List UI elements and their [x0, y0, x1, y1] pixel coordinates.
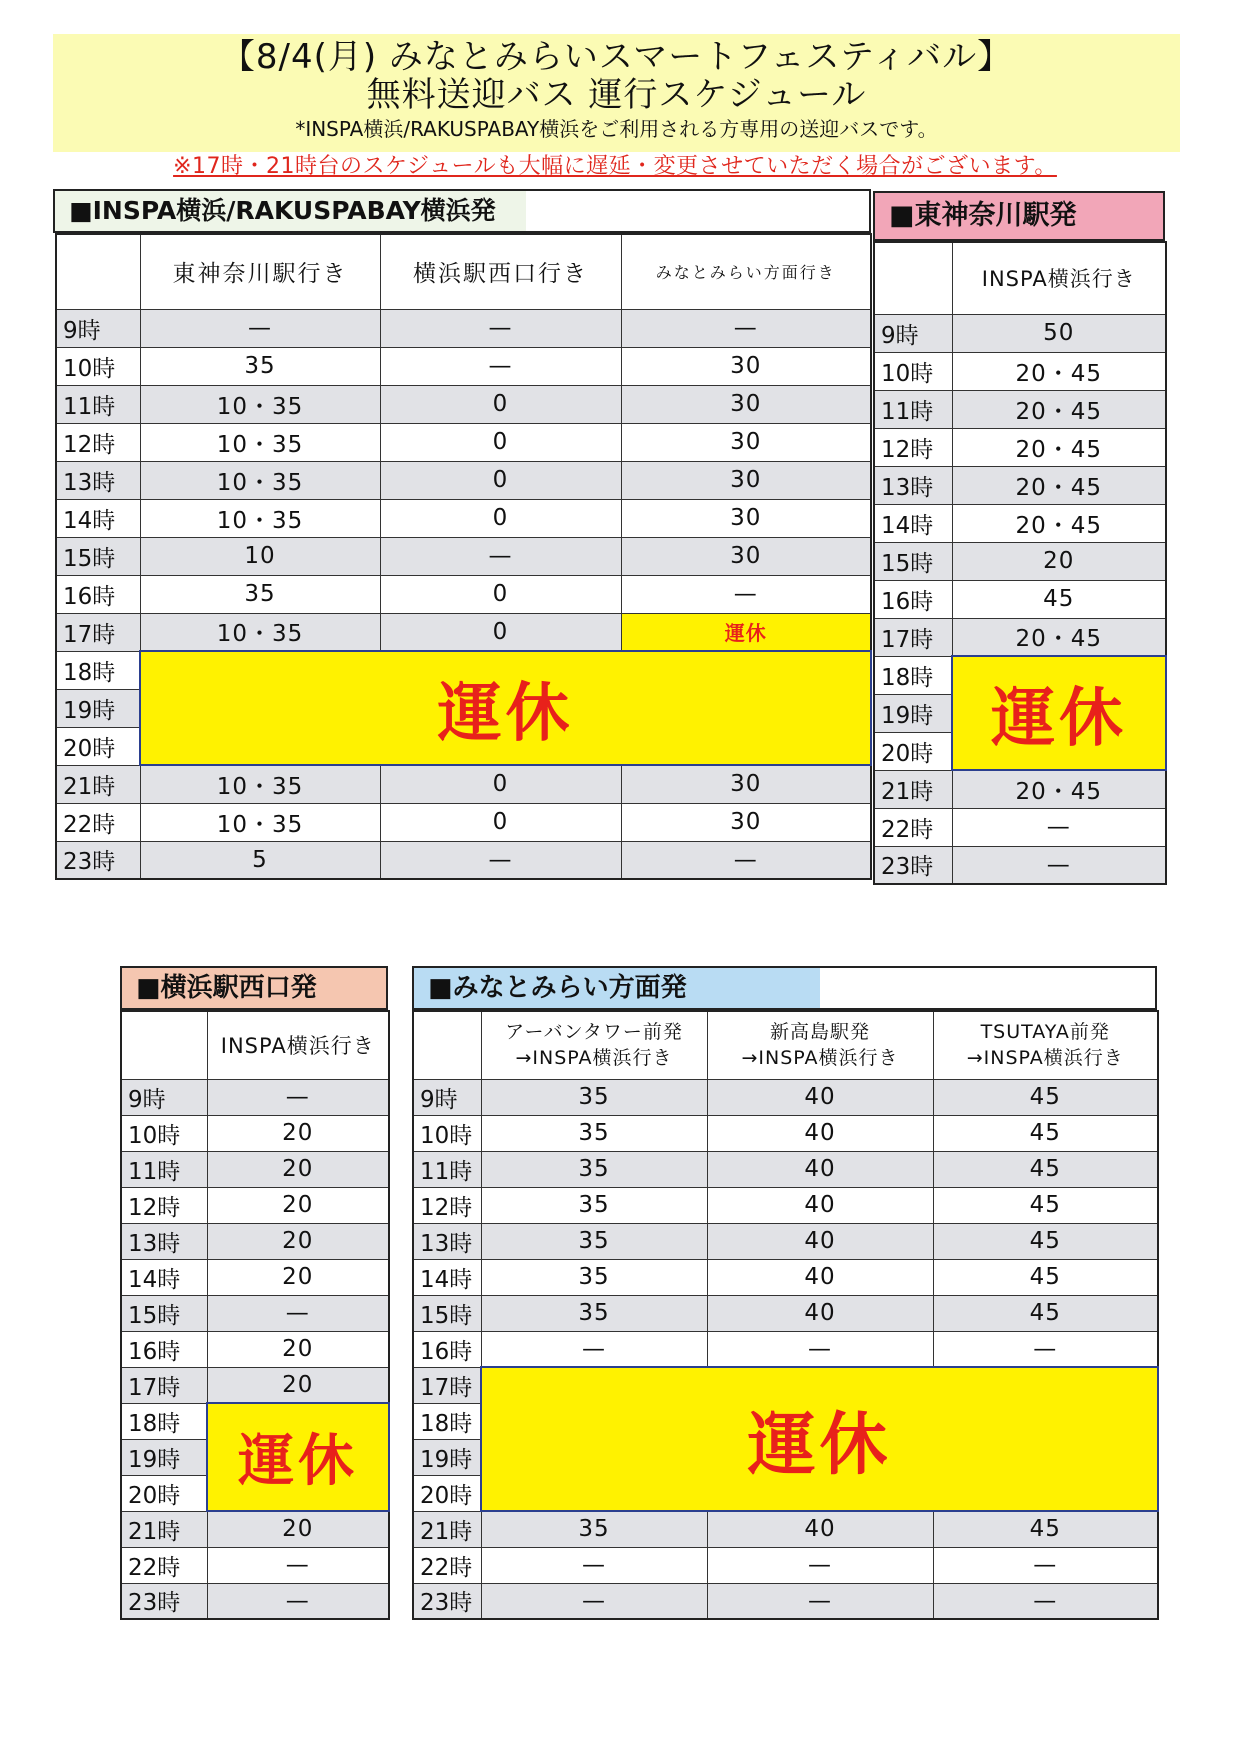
hour-label: 23時 — [874, 846, 952, 884]
table-row — [121, 1547, 389, 1583]
schedule-cell: 50 — [952, 314, 1166, 352]
hour-label: 21時 — [413, 1511, 481, 1547]
table-row — [874, 314, 1166, 352]
hour-label: 18時 — [874, 656, 952, 694]
hour-label: 12時 — [874, 428, 952, 466]
hour-header-blank — [56, 234, 140, 309]
table-row — [121, 1295, 389, 1331]
schedule-cell: 30 — [621, 385, 871, 423]
hour-label: 22時 — [413, 1547, 481, 1583]
schedule-cell: — — [481, 1583, 707, 1619]
schedule-cell: 10・35 — [140, 385, 380, 423]
schedule-cell: 35 — [481, 1295, 707, 1331]
table-row — [874, 466, 1166, 504]
hour-label: 20時 — [56, 727, 140, 765]
schedule-cell: 40 — [707, 1151, 933, 1187]
table-row — [56, 499, 871, 537]
hour-label: 21時 — [56, 765, 140, 803]
schedule-cell: 35 — [481, 1079, 707, 1115]
schedule-cell: — — [207, 1079, 389, 1115]
delay-warning: ※17時・21時台のスケジュールも大幅に遅延・変更させていただく場合がございます。 — [173, 154, 1057, 179]
hour-label: 12時 — [56, 423, 140, 461]
minato-timetable — [412, 1010, 1159, 1620]
schedule-cell: 20 — [207, 1511, 389, 1547]
table-row — [413, 1151, 1158, 1187]
hour-label: 14時 — [121, 1259, 207, 1295]
schedule-cell: 20 — [207, 1259, 389, 1295]
schedule-cell: 40 — [707, 1187, 933, 1223]
table-row — [874, 542, 1166, 580]
schedule-cell: 30 — [621, 765, 871, 803]
schedule-cell: 30 — [621, 347, 871, 385]
schedule-cell: — — [933, 1331, 1158, 1367]
table-row — [413, 1295, 1158, 1331]
schedule-cell: 20・45 — [952, 618, 1166, 656]
hour-label: 18時 — [121, 1403, 207, 1439]
inspa-timetable — [55, 233, 872, 880]
table-row — [56, 309, 871, 347]
hour-label: 22時 — [121, 1547, 207, 1583]
schedule-cell: 45 — [933, 1511, 1158, 1547]
schedule-cell: 20 — [207, 1187, 389, 1223]
page-title: 【8/4(月) みなとみらいスマートフェスティバル】 — [220, 37, 1013, 77]
table-row — [121, 1367, 389, 1403]
hour-label: 17時 — [413, 1367, 481, 1403]
inspa-title-blank — [526, 189, 871, 233]
schedule-cell: 0 — [380, 575, 621, 613]
yokohama-section-title: ■横浜駅西口発 — [120, 966, 388, 1010]
hour-label: 13時 — [413, 1223, 481, 1259]
schedule-cell: 0 — [380, 613, 621, 651]
table-row — [121, 1511, 389, 1547]
schedule-cell: 40 — [707, 1259, 933, 1295]
hour-header-blank — [121, 1011, 207, 1079]
hour-label: 20時 — [413, 1475, 481, 1511]
hour-label: 15時 — [56, 537, 140, 575]
table-row — [874, 808, 1166, 846]
schedule-cell: 20・45 — [952, 352, 1166, 390]
table-row — [413, 1547, 1158, 1583]
hour-label: 23時 — [121, 1583, 207, 1619]
schedule-cell: 35 — [481, 1187, 707, 1223]
hour-label: 9時 — [874, 314, 952, 352]
hour-label: 9時 — [56, 309, 140, 347]
schedule-cell: 20・45 — [952, 466, 1166, 504]
table-row — [56, 841, 871, 879]
schedule-cell: 30 — [621, 803, 871, 841]
hour-label: 16時 — [121, 1331, 207, 1367]
hour-label: 12時 — [413, 1187, 481, 1223]
schedule-cell: 20・45 — [952, 770, 1166, 808]
schedule-cell: — — [952, 808, 1166, 846]
schedule-cell: 40 — [707, 1295, 933, 1331]
schedule-cell: 45 — [933, 1115, 1158, 1151]
schedule-cell: 10・35 — [140, 803, 380, 841]
suspended-block: 運休 — [952, 656, 1166, 770]
table-row — [121, 1331, 389, 1367]
table-row — [121, 1259, 389, 1295]
schedule-cell: 40 — [707, 1079, 933, 1115]
hour-label: 23時 — [413, 1583, 481, 1619]
hour-label: 21時 — [874, 770, 952, 808]
schedule-cell: — — [207, 1295, 389, 1331]
hour-label: 12時 — [121, 1187, 207, 1223]
schedule-cell: 20 — [207, 1367, 389, 1403]
table-row — [413, 1079, 1158, 1115]
hour-label: 11時 — [121, 1151, 207, 1187]
hour-label: 18時 — [56, 651, 140, 689]
schedule-cell: 45 — [933, 1259, 1158, 1295]
schedule-cell: 20・45 — [952, 390, 1166, 428]
table-row — [874, 618, 1166, 656]
schedule-cell: — — [933, 1547, 1158, 1583]
schedule-cell: 45 — [933, 1187, 1158, 1223]
schedule-cell: — — [207, 1547, 389, 1583]
schedule-cell: 40 — [707, 1511, 933, 1547]
schedule-cell: — — [380, 309, 621, 347]
schedule-cell: — — [380, 841, 621, 879]
schedule-cell: 20 — [207, 1331, 389, 1367]
schedule-cell: 40 — [707, 1115, 933, 1151]
hour-header-blank — [874, 242, 952, 314]
schedule-cell: 10・35 — [140, 499, 380, 537]
table-row — [874, 428, 1166, 466]
hour-label: 19時 — [56, 689, 140, 727]
schedule-cell: 0 — [380, 385, 621, 423]
table-row — [874, 352, 1166, 390]
hour-label: 10時 — [56, 347, 140, 385]
hour-label: 17時 — [874, 618, 952, 656]
schedule-cell: 20・45 — [952, 428, 1166, 466]
schedule-cell: 0 — [380, 461, 621, 499]
hour-label: 22時 — [56, 803, 140, 841]
header-banner — [53, 34, 1180, 152]
schedule-cell: 40 — [707, 1223, 933, 1259]
hour-label: 10時 — [121, 1115, 207, 1151]
hour-label: 10時 — [874, 352, 952, 390]
schedule-cell: — — [707, 1331, 933, 1367]
table-row — [413, 1187, 1158, 1223]
schedule-cell: 0 — [380, 765, 621, 803]
hour-label: 16時 — [413, 1331, 481, 1367]
schedule-cell: 5 — [140, 841, 380, 879]
schedule-cell: 35 — [140, 575, 380, 613]
hour-label: 16時 — [56, 575, 140, 613]
hour-label: 9時 — [413, 1079, 481, 1115]
column-header: 横浜駅西口行き — [380, 234, 621, 309]
schedule-cell: 0 — [380, 499, 621, 537]
schedule-cell: 10 — [140, 537, 380, 575]
table-row — [121, 1403, 389, 1439]
schedule-cell: 20 — [207, 1151, 389, 1187]
table-row — [121, 1079, 389, 1115]
yokohama-timetable — [120, 1010, 390, 1620]
higashi-section-title: ■東神奈川駅発 — [873, 191, 1165, 241]
column-header: アーバンタワー前発 →INSPA横浜行き — [481, 1011, 707, 1079]
schedule-cell: — — [707, 1547, 933, 1583]
minato-section-title: ■みなとみらい方面発 — [412, 966, 820, 1010]
hour-label: 20時 — [874, 732, 952, 770]
schedule-cell: — — [481, 1547, 707, 1583]
column-header: 新高島駅発 →INSPA横浜行き — [707, 1011, 933, 1079]
schedule-cell: — — [621, 841, 871, 879]
hour-label: 15時 — [874, 542, 952, 580]
table-row — [874, 504, 1166, 542]
schedule-cell: 10・35 — [140, 423, 380, 461]
schedule-cell: 35 — [481, 1511, 707, 1547]
table-row — [874, 770, 1166, 808]
table-row — [121, 1115, 389, 1151]
schedule-cell: 45 — [933, 1151, 1158, 1187]
schedule-cell: — — [621, 575, 871, 613]
hour-label: 23時 — [56, 841, 140, 879]
schedule-cell: 20 — [952, 542, 1166, 580]
schedule-cell: — — [380, 537, 621, 575]
hour-label: 13時 — [121, 1223, 207, 1259]
schedule-cell: — — [933, 1583, 1158, 1619]
table-row — [121, 1187, 389, 1223]
table-row — [56, 347, 871, 385]
table-row — [56, 765, 871, 803]
schedule-cell: 20・45 — [952, 504, 1166, 542]
hour-header-blank — [413, 1011, 481, 1079]
hour-label: 21時 — [121, 1511, 207, 1547]
schedule-cell: 35 — [140, 347, 380, 385]
table-row — [56, 651, 871, 689]
hour-label: 15時 — [121, 1295, 207, 1331]
schedule-cell: 35 — [481, 1259, 707, 1295]
table-row — [413, 1367, 1158, 1403]
table-row — [874, 390, 1166, 428]
hour-label: 19時 — [413, 1439, 481, 1475]
hour-label: 14時 — [413, 1259, 481, 1295]
column-header: みなとみらい方面行き — [621, 234, 871, 309]
table-row — [413, 1259, 1158, 1295]
schedule-cell: — — [140, 309, 380, 347]
hour-label: 18時 — [413, 1403, 481, 1439]
column-header: INSPA横浜行き — [207, 1011, 389, 1079]
table-row — [874, 656, 1166, 694]
hour-label: 15時 — [413, 1295, 481, 1331]
schedule-cell: 運休 — [621, 613, 871, 651]
header-note: *INSPA横浜/RAKUSPABAY横浜をご利用される方専用の送迎バスです。 — [295, 117, 938, 141]
column-header: INSPA横浜行き — [952, 242, 1166, 314]
hour-label: 14時 — [874, 504, 952, 542]
table-row — [56, 461, 871, 499]
hour-label: 16時 — [874, 580, 952, 618]
table-row — [56, 575, 871, 613]
table-row — [413, 1331, 1158, 1367]
hour-label: 10時 — [413, 1115, 481, 1151]
schedule-cell: — — [707, 1583, 933, 1619]
schedule-cell: 20 — [207, 1223, 389, 1259]
hour-label: 17時 — [56, 613, 140, 651]
page-subtitle: 無料送迎バス 運行スケジュール — [366, 75, 867, 115]
table-row — [874, 846, 1166, 884]
schedule-cell: 45 — [933, 1295, 1158, 1331]
schedule-cell: — — [481, 1331, 707, 1367]
inspa-section-title: ■INSPA横浜/RAKUSPABAY横浜発 — [53, 189, 528, 233]
hour-label: 14時 — [56, 499, 140, 537]
schedule-cell: 30 — [621, 423, 871, 461]
table-row — [56, 803, 871, 841]
schedule-cell: 35 — [481, 1115, 707, 1151]
schedule-cell: 10・35 — [140, 461, 380, 499]
suspended-block: 運休 — [481, 1367, 1158, 1511]
hour-label: 11時 — [413, 1151, 481, 1187]
table-row — [413, 1583, 1158, 1619]
hour-label: 11時 — [874, 390, 952, 428]
table-row — [121, 1151, 389, 1187]
schedule-cell: 35 — [481, 1151, 707, 1187]
table-row — [413, 1511, 1158, 1547]
schedule-cell: 0 — [380, 423, 621, 461]
table-row — [121, 1223, 389, 1259]
table-row — [56, 613, 871, 651]
hour-label: 9時 — [121, 1079, 207, 1115]
hour-label: 13時 — [56, 461, 140, 499]
table-row — [413, 1223, 1158, 1259]
hour-label: 20時 — [121, 1475, 207, 1511]
table-row — [121, 1583, 389, 1619]
table-row — [56, 537, 871, 575]
schedule-cell: — — [621, 309, 871, 347]
minato-title-blank — [820, 966, 1157, 1010]
hour-label: 13時 — [874, 466, 952, 504]
schedule-cell: — — [380, 347, 621, 385]
higashi-timetable — [873, 241, 1167, 885]
suspended-block: 運休 — [207, 1403, 389, 1511]
schedule-cell: 10・35 — [140, 765, 380, 803]
schedule-cell: — — [207, 1583, 389, 1619]
schedule-cell: 45 — [952, 580, 1166, 618]
table-row — [874, 580, 1166, 618]
table-row — [413, 1115, 1158, 1151]
schedule-cell: 30 — [621, 499, 871, 537]
hour-label: 19時 — [874, 694, 952, 732]
hour-label: 17時 — [121, 1367, 207, 1403]
schedule-cell: 30 — [621, 537, 871, 575]
schedule-cell: 20 — [207, 1115, 389, 1151]
column-header: 東神奈川駅行き — [140, 234, 380, 309]
schedule-cell: 10・35 — [140, 613, 380, 651]
schedule-cell: 45 — [933, 1223, 1158, 1259]
schedule-cell: 30 — [621, 461, 871, 499]
table-row — [56, 423, 871, 461]
schedule-cell: 35 — [481, 1223, 707, 1259]
table-row — [56, 385, 871, 423]
hour-label: 19時 — [121, 1439, 207, 1475]
schedule-cell: 0 — [380, 803, 621, 841]
hour-label: 22時 — [874, 808, 952, 846]
hour-label: 11時 — [56, 385, 140, 423]
schedule-cell: 45 — [933, 1079, 1158, 1115]
schedule-cell: — — [952, 846, 1166, 884]
column-header: TSUTAYA前発 →INSPA横浜行き — [933, 1011, 1158, 1079]
suspended-block: 運休 — [140, 651, 871, 765]
